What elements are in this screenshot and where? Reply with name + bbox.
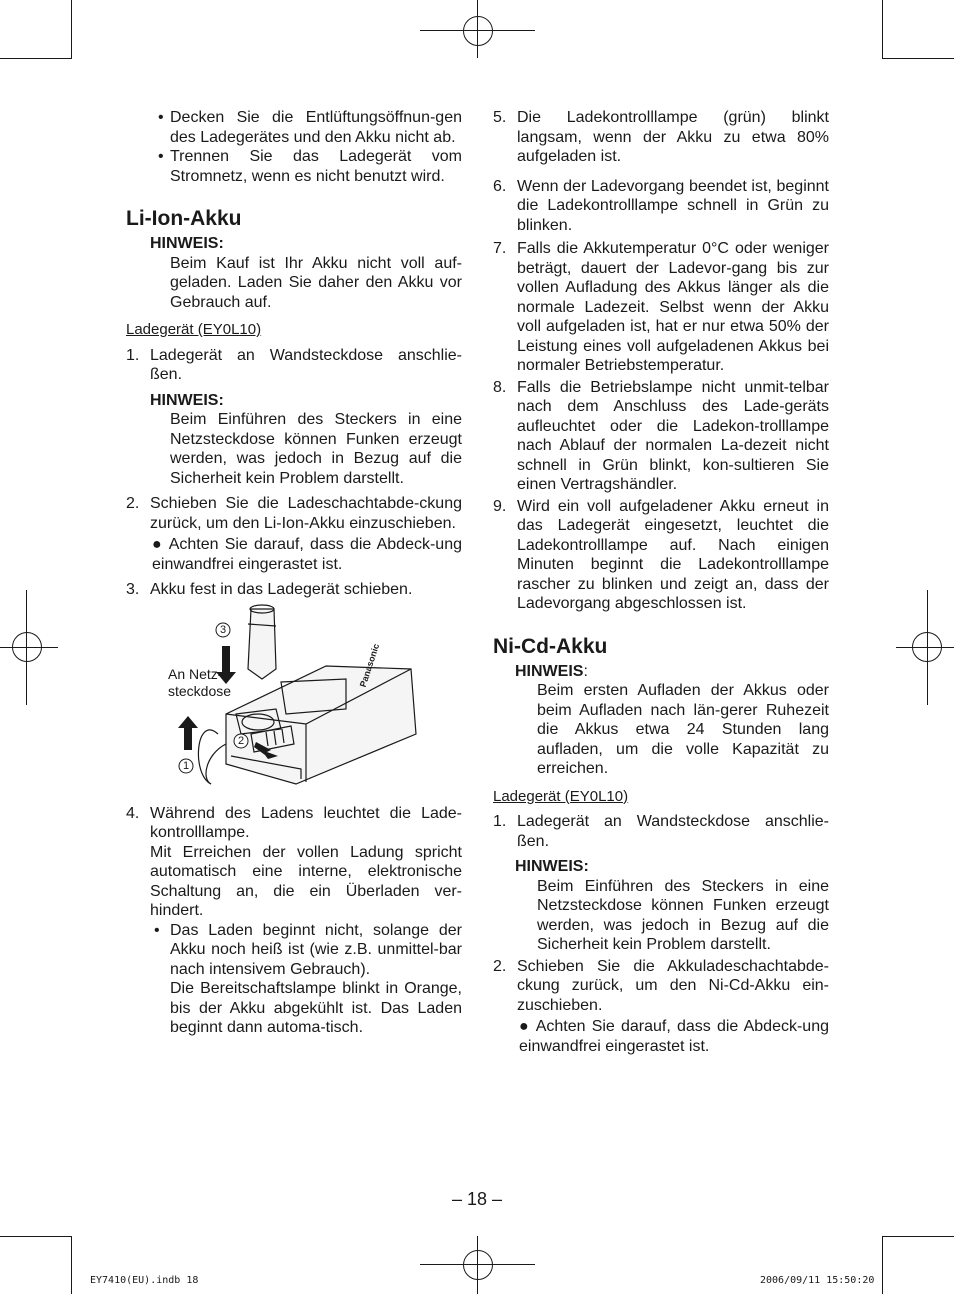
registration-mark xyxy=(463,1250,493,1280)
arrow-plug xyxy=(178,716,198,750)
brand-label: Panasonic xyxy=(357,641,382,688)
step-2-bullet: ● Achten Sie darauf, dass die Abdeck-ung einwandfrei eingerastet ist. xyxy=(152,536,462,573)
step-4: 4. Während des Ladens leuchtet die Lade-kontrolllampe. xyxy=(126,804,462,841)
hinweis-text: Beim Einführen des Steckers in eine Netzsteckdose können Funken erzeugt werden, was jedoch in Bezug auf die Sicherheit kein Problem darstellt. xyxy=(170,411,462,487)
list-item: • Trennen Sie das Ladegerät vom Stromnetz, wenn es nicht benutzt wird. xyxy=(158,148,462,185)
hinweis-label: HINWEIS: xyxy=(515,858,589,875)
registration-mark xyxy=(12,632,42,662)
hinweis-label: HINWEIS: xyxy=(150,235,224,252)
step-8: 8. Falls die Betriebslampe nicht unmit-telbar nach dem Anschluss des Lade-geräts aufleuchtet oder die Ladekon-trolllampe nach Ablauf der normalen La-dezeit nicht schnell in Grün blinkt, kon-sultieren Sie einen Vertragshändler. xyxy=(493,378,829,493)
crop-mark xyxy=(71,0,72,58)
registration-mark xyxy=(912,632,942,662)
outlet-label: An Netz-steckdose xyxy=(168,665,232,699)
step-4-bullet: • Das Laden beginnt nicht, solange der Akku noch heiß ist (wie z.B. unmittel-bar nach intensivem Gebrauch). xyxy=(154,921,462,978)
crop-mark xyxy=(882,0,883,58)
step-2-bullet: ● Achten Sie darauf, dass die Abdeck-ung einwandfrei eingerastet ist. xyxy=(519,1018,829,1055)
callout-2: 2 xyxy=(237,734,245,747)
hinweis-label: HINWEIS: xyxy=(150,391,224,409)
crop-mark xyxy=(0,1236,72,1237)
hinweis-text: Beim ersten Aufladen der Akkus oder beim Aufladen nach län-gerer Ruhezeit die Akkus etwa 24 Stunden lang aufladen, um die volle Kapazität zu erreichen. xyxy=(537,682,829,777)
charger-drawing xyxy=(126,604,462,804)
footer-timestamp: 2006/09/11 15:50:20 xyxy=(760,1275,875,1286)
left-column xyxy=(126,108,462,1038)
step-2: 2. Schieben Sie die Akkuladeschachtabde-ckung zurück, um den Ni-Cd-Akku ein-zuschieben. xyxy=(493,957,829,1014)
step-4-continuation: Mit Erreichen der vollen Ladung spricht automatisch eine interne, elektronische Schaltung an, die ein Überladen ver-hindert. xyxy=(150,843,462,919)
step-6: 6. Wenn der Ladevorgang beendet ist, beginnt die Ladekontrolllampe schnell in Grün zu blinken. xyxy=(493,177,829,234)
callout-3: 3 xyxy=(219,623,227,636)
step-9: 9. Wird ein voll aufgeladener Akku erneut in das Ladegerät eingesetzt, leuchtet die Ladekontrolllampe auf. Nach einigen Minuten beginnt die Ladekontrolllampe rascher zu blinken und zeigt an, dass der Ladevorgang abgeschlossen ist. xyxy=(493,497,829,612)
footer-filename: EY7410(EU).indb 18 xyxy=(90,1275,199,1286)
charger-model-link: Ladegerät (EY0L10) xyxy=(126,321,262,338)
step-1: 1. Ladegerät an Wandsteckdose anschlie-ßen. xyxy=(493,813,829,850)
hinweis-text: Beim Einführen des Steckers in eine Netzsteckdose können Funken erzeugt werden, was jedoch in Bezug auf die Sicherheit kein Problem darstellt. xyxy=(537,877,829,953)
step-1: 1. Ladegerät an Wandsteckdose anschlie-ßen. xyxy=(126,346,462,383)
step-4-bullet-continuation: Die Bereitschaftslampe blinkt in Orange, bis der Akku abgekühlt ist. Das Laden beginnt dann automa-tisch. xyxy=(170,980,462,1036)
crop-mark xyxy=(0,58,72,59)
list-item: • Decken Sie die Entlüftungsöffnun-gen des Ladegerätes und den Akku nicht ab. xyxy=(158,109,462,146)
crop-mark xyxy=(71,1236,72,1294)
charger-illustration xyxy=(126,604,462,804)
step-5: 5. Die Ladekontrolllampe (grün) blinkt langsam, wenn der Akku zu etwa 80% aufgeladen ist. xyxy=(493,109,829,165)
registration-mark xyxy=(463,16,493,46)
crop-mark xyxy=(882,1236,883,1294)
page-number: – 18 – xyxy=(451,1189,503,1209)
step-7: 7. Falls die Akkutemperatur 0°C oder weniger beträgt, dauert der Ladevor-gang bis zur vollen Aufladung des Akkus länger als die normale Ladezeit. Selbst wenn der Akku voll aufgeladen ist, hat er nur etwa 50% der Leistung eines voll aufgeladenen Akkus bei normaler Betriebstemperatur. xyxy=(493,240,829,374)
hinweis-text: Beim Kauf ist Ihr Akku nicht voll auf-geladen. Laden Sie daher den Akku vor Gebrauch auf. xyxy=(170,254,462,311)
step-3: 3. Akku fest in das Ladegerät schieben. xyxy=(126,581,413,598)
callout-1: 1 xyxy=(182,759,190,772)
section-heading-li-ion: Li-Ion-Akku xyxy=(126,207,242,230)
section-heading-ni-cd: Ni-Cd-Akku xyxy=(493,634,608,658)
hinweis-label: HINWEIS: xyxy=(515,662,588,680)
crop-mark xyxy=(882,58,954,59)
charger-model-link: Ladegerät (EY0L10) xyxy=(493,787,629,805)
step-2: 2. Schieben Sie die Ladeschachtabde-ckung zurück, um den Li-Ion-Akku einzuschieben. xyxy=(126,495,462,532)
right-column xyxy=(493,108,829,1056)
crop-mark xyxy=(882,1236,954,1237)
